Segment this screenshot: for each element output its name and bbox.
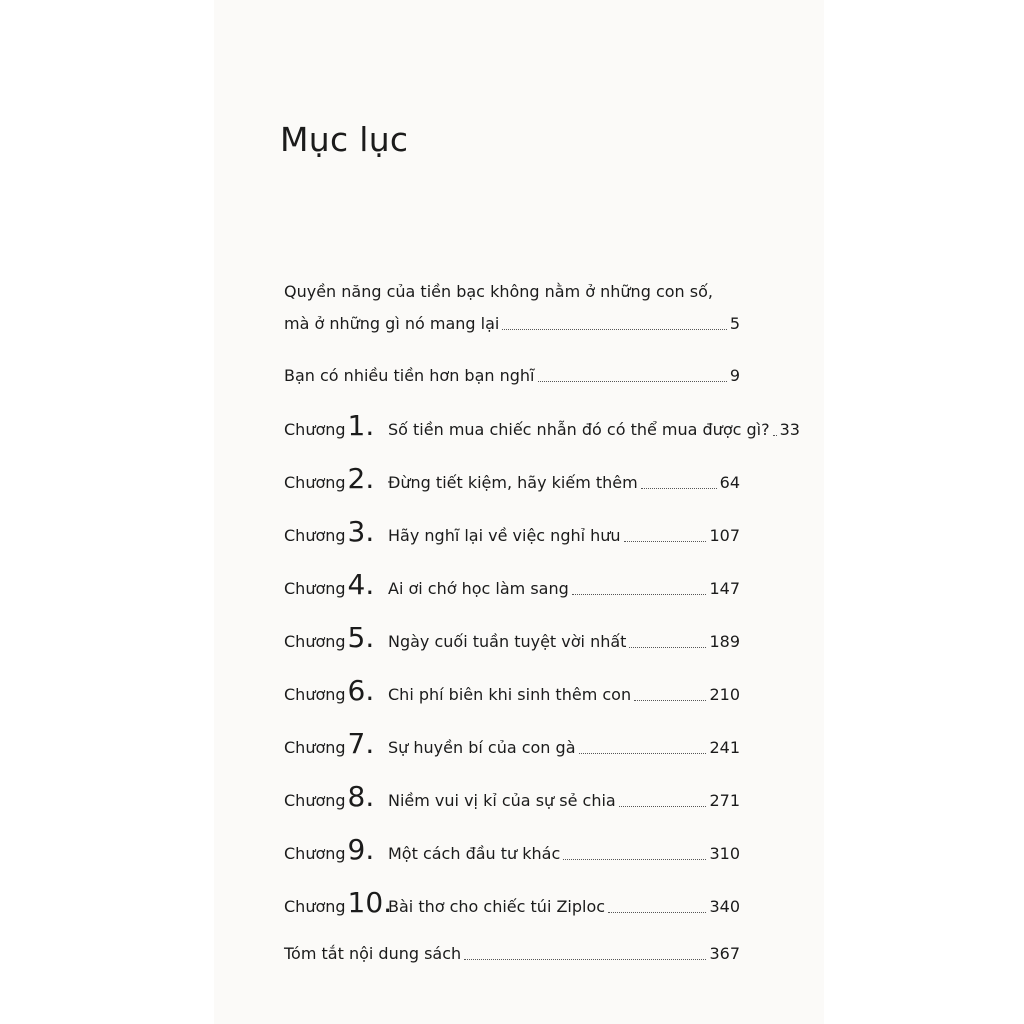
toc-page-number: 241 bbox=[709, 738, 740, 757]
chapter-word: Chương bbox=[284, 791, 346, 810]
toc-chapter-row bbox=[284, 674, 740, 707]
dot-leader bbox=[773, 435, 777, 436]
chapter-label-group bbox=[284, 780, 388, 813]
chapter-number: 1. bbox=[347, 409, 375, 442]
dot-leader bbox=[563, 859, 706, 860]
chapter-label-group bbox=[284, 568, 388, 601]
chapter-word: Chương bbox=[284, 579, 346, 598]
chapter-title: Bài thơ cho chiếc túi Ziploc bbox=[388, 897, 606, 916]
toc-entry-summary bbox=[284, 944, 740, 964]
chapter-word: Chương bbox=[284, 897, 346, 916]
chapter-number: 3. bbox=[347, 515, 375, 548]
dot-leader bbox=[572, 594, 707, 595]
toc-page-number: 33 bbox=[779, 420, 800, 439]
toc-page-number: 210 bbox=[709, 685, 740, 704]
dot-leader bbox=[538, 381, 727, 382]
toc-chapter-row bbox=[284, 727, 740, 760]
chapter-word: Chương bbox=[284, 420, 346, 439]
chapter-title: Một cách đầu tư khác bbox=[388, 844, 561, 863]
chapter-number: 9. bbox=[347, 833, 375, 866]
chapter-title: Ngày cuối tuần tuyệt vời nhất bbox=[388, 632, 627, 651]
toc-page-number: 147 bbox=[709, 579, 740, 598]
chapter-label-group bbox=[284, 727, 388, 760]
toc-chapter-row bbox=[284, 780, 740, 813]
chapter-label-group bbox=[284, 674, 388, 707]
chapter-word: Chương bbox=[284, 844, 346, 863]
chapter-label-group bbox=[284, 515, 388, 548]
dot-leader bbox=[634, 700, 706, 701]
toc-chapter-row bbox=[284, 833, 740, 866]
chapter-number: 4. bbox=[347, 568, 375, 601]
chapter-title: Chi phí biên khi sinh thêm con bbox=[388, 685, 632, 704]
toc-page-number: 107 bbox=[709, 526, 740, 545]
toc-page-number: 310 bbox=[709, 844, 740, 863]
chapter-word: Chương bbox=[284, 685, 346, 704]
chapter-label-group bbox=[284, 833, 388, 866]
dot-leader bbox=[608, 912, 706, 913]
page-title: Mục lục bbox=[280, 120, 409, 159]
chapter-label-group bbox=[284, 886, 393, 919]
toc-chapter-row bbox=[284, 409, 800, 442]
toc-chapter-row bbox=[284, 886, 740, 919]
chapter-label-group bbox=[284, 621, 388, 654]
chapter-title: Hãy nghĩ lại về việc nghỉ hưu bbox=[388, 526, 621, 545]
chapter-title: Sự huyền bí của con gà bbox=[388, 738, 576, 757]
chapter-number: 7. bbox=[347, 727, 375, 760]
chapter-word: Chương bbox=[284, 632, 346, 651]
dot-leader bbox=[502, 329, 726, 330]
chapter-number: 10. bbox=[347, 886, 393, 919]
chapter-word: Chương bbox=[284, 738, 346, 757]
toc-entry-intro bbox=[284, 314, 740, 334]
chapter-word: Chương bbox=[284, 526, 346, 545]
toc-entry-preface bbox=[284, 366, 740, 386]
chapter-number: 6. bbox=[347, 674, 375, 707]
chapter-label-group bbox=[284, 409, 388, 442]
toc-page-number: 5 bbox=[729, 314, 740, 333]
book-page bbox=[214, 0, 824, 1024]
toc-page-number: 64 bbox=[719, 473, 740, 492]
toc-entry-label: Bạn có nhiều tiền hơn bạn nghĩ bbox=[284, 366, 535, 385]
toc-entry-label: Tóm tắt nội dung sách bbox=[284, 944, 462, 963]
dot-leader bbox=[579, 753, 707, 754]
chapter-title: Ai ơi chớ học làm sang bbox=[388, 579, 569, 598]
toc-chapter-row bbox=[284, 568, 740, 601]
chapter-word: Chương bbox=[284, 473, 346, 492]
dot-leader bbox=[619, 806, 707, 807]
chapter-title: Niềm vui vị kỉ của sự sẻ chia bbox=[388, 791, 616, 810]
chapter-number: 8. bbox=[347, 780, 375, 813]
toc-chapter-row bbox=[284, 462, 740, 495]
dot-leader bbox=[641, 488, 717, 489]
chapter-number: 2. bbox=[347, 462, 375, 495]
intro-line-1: Quyền năng của tiền bạc không nằm ở những con số, bbox=[284, 282, 713, 301]
toc-page-number: 9 bbox=[729, 366, 740, 385]
toc-chapter-row bbox=[284, 515, 740, 548]
toc-page-number: 340 bbox=[709, 897, 740, 916]
toc-entry-label: mà ở những gì nó mang lại bbox=[284, 314, 500, 333]
dot-leader bbox=[629, 647, 706, 648]
dot-leader bbox=[464, 959, 706, 960]
dot-leader bbox=[624, 541, 707, 542]
toc-page-number: 271 bbox=[709, 791, 740, 810]
chapter-title: Số tiền mua chiếc nhẫn đó có thể mua được gì? bbox=[388, 420, 770, 439]
chapter-number: 5. bbox=[347, 621, 375, 654]
chapter-title: Đừng tiết kiệm, hãy kiếm thêm bbox=[388, 473, 638, 492]
toc-page-number: 367 bbox=[709, 944, 740, 963]
toc-page-number: 189 bbox=[709, 632, 740, 651]
toc-chapter-row bbox=[284, 621, 740, 654]
chapter-label-group bbox=[284, 462, 388, 495]
